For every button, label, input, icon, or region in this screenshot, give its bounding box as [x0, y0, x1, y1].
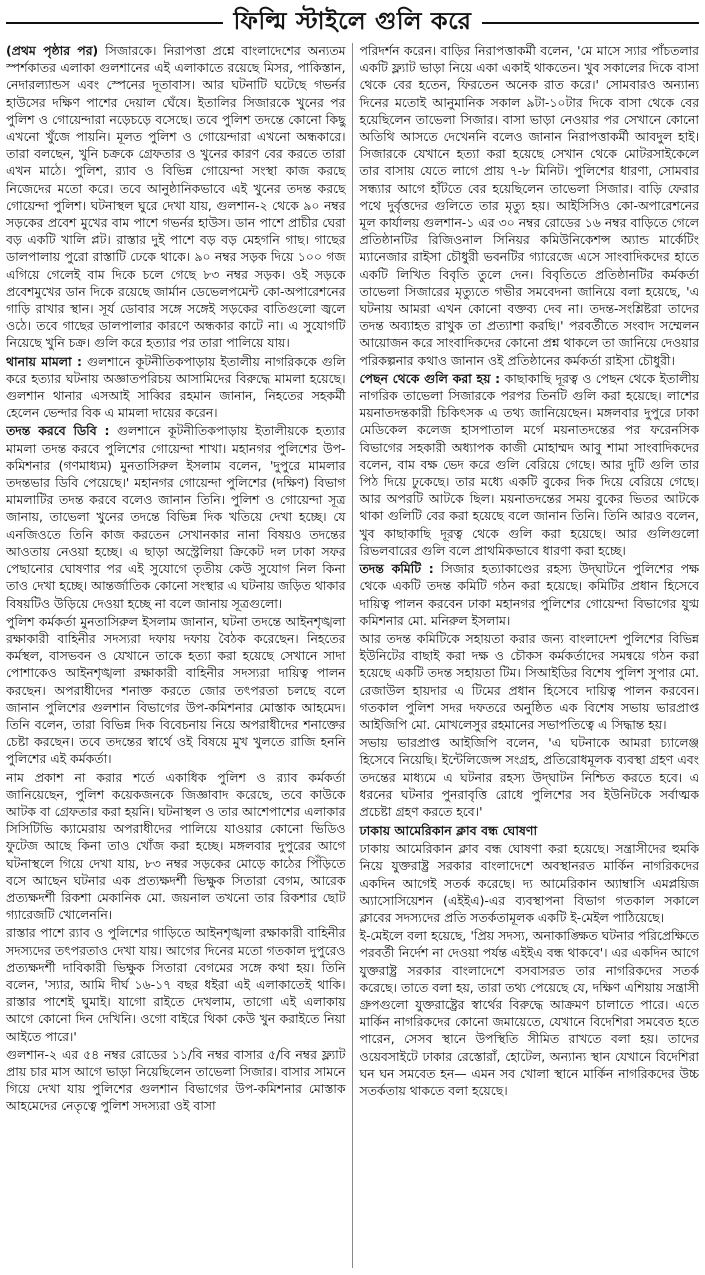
paragraph-text: আর তদন্ত কমিটিকে সহায়তা করার জন্য বাংলাদেশ পুলিশের বিভিন্ন ইউনিটের বাছাই করা দক্ষ ও চৌকস কর্মকর্তাদের সমন্বয়ে গঠন করা হয়েছে একটি তদন্ত সহায়তা টিম। সিআইডির বিশেষ পুলিশ সুপার মো. রেজাউল হায়দার এ টিমের প্রধান হিসেবে দায়িত্ব পালন করবেন। গতকাল পুলিশ সদর দফতরে অনুষ্ঠিত এক বিশেষ সভায় ভারপ্রাপ্ত আইজিপি মো. মোখলেসুর রহমানের সভাপতিত্বে এ সিদ্ধান্ত হয়।	[359, 630, 699, 732]
headline-rule-left	[6, 22, 236, 24]
paragraph-text: পুলিশ কর্মকর্তা মুনতাসিরুল ইসলাম জানান, ঘটনা তদন্তে আইনশৃঙ্খলা রক্ষাকারী বাহিনীর সদস্যরা দফায় দফায় বৈঠক করেছেন। নিহতের কর্মস্থল, বাসভবন ও যেখানে তাকে হত্যা করা হয়েছে সেখানে সাদা পোশাকেও আইনশৃঙ্খলা রক্ষাকারী বাহিনীর সদস্যরা দায়িত্ব পালন করছেন। অপরাধীদের শনাক্ত করতে জোর তৎপরতা চলছে বলে জানান পুলিশের গুলশান বিভাগের উপ-কমিশনার মোস্তাক আহমেদ। তিনি বলেন, তারা বিভিন্ন দিক বিবেচনায় নিয়ে অপরাধীদের শনাক্তের চেষ্টা করছেন। তবে তদন্তের স্বার্থে ওই বিষয়ে মুখ খুলতে রাজি হননি পুলিশের এই কর্মকর্তা।	[6, 613, 346, 767]
article-paragraph	[6, 1046, 346, 1115]
article-paragraph	[6, 613, 346, 768]
paragraph-text: গুলশানে কূটনীতিকপাড়ায় ইতালীয়কে হত্যার মামলা তদন্ত করবে পুলিশের গোয়েন্দা শাখা। মহানগর পুলিশের উপ-কমিশনার (গণমাধ্যম) মুনতাসিরুল ইসলাম বলেন, 'দুপুরে মামলার তদন্তভার ডিবি পেয়েছে।' মহানগর গোয়েন্দা পুলিশের (দক্ষিণ) বিভাগ মামলাটির তদন্ত করবে বলেও জানান তিনি। পুলিশ ও গোয়েন্দা সূত্র জানায়, তাভেলা খুনের তদন্তে বিভিন্ন দিক খতিয়ে দেখা হচ্ছে। যে এনজিওতে তিনি কাজ করতেন সেখানকার নানা বিষয়ও তদন্তের আওতায় নেওয়া হচ্ছে। এ ছাড়া অস্ট্রেলিয়া ক্রিকেট দল ঢাকা সফর পেছানোর ঘোষণার পর এই সুযোগে তৃতীয় কেউ সুযোগ নিল কিনা তাও দেখা হচ্ছে। আন্তর্জাতিক কোনো সংস্থার এ ঘটনায় জড়িত থাকার বিষয়টিও উড়িয়ে দেওয়া হচ্ছে না বলে জানায় সূত্রগুলো।	[6, 423, 346, 611]
paragraph-text: কাছাকাছি দূরত্ব ও পেছন থেকে ইতালীয় নাগরিক তাভেলা সিজারকে পরপর তিনটি গুলি করা হয়েছে। লাশের ময়নাতদন্তকারী চিকিৎসক এ তথ্য জানিয়েছেন। মঙ্গলবার দুপুরে ঢাকা মেডিকেল কলেজ হাসপাতাল মর্গে ময়নাতদন্তের পর ফরেনসিক বিভাগের সহকারী অধ্যাপক কাজী মোহাম্মদ আবু শামা সাংবাদিকদের বলেন, বাম বক্ষ ভেদ করে গুলি বেরিয়ে গেছে। আর দুটি গুলি তার পিঠ দিয়ে ঢুকেছে। তার মধ্যে একটি বুকের দিক দিয়ে বেরিয়ে গেছে। আর অপরটি আটকে ছিল। ময়নাতদন্তের সময় বুকের ভিতর আটকে থাকা গুলিটি বের করা হয়েছে বলে জানান তিনি। তিনি আরও বলেন, খুব কাছাকাছি দূরত্ব থেকে গুলি করা হয়েছে। আর গুলিগুলো রিভলবারের গুলি বলে প্রাথমিকভাবে ধারণা করা হচ্ছে।	[359, 370, 699, 558]
article-paragraph	[360, 370, 700, 559]
paragraph-text: রাস্তার পাশে র‍্যাব ও পুলিশের গাড়িতে আইনশৃঙ্খলা রক্ষাকারী বাহিনীর সদস্যদের তৎপরতাও দেখা যায়। আগের দিনের মতো গতকাল দুপুরেও প্রত্যক্ষদর্শী দাবিকারী ভিক্ষুক সিতারা বেগমের সঙ্গে কথা হয়। তিনি বলেন, 'স্যার, আমি দীর্ঘ ১৬-১৭ বছর ধইরা এই এলাকাতেই থাকি। রাস্তার পাশেই ঘুমাই। যাগো রাইতে দেখলাম, তাগো এই এলাকায় আগে কোনো দিন দেখিনি। ওগো বাইরে থিকা কেউ খুন করাইতে নিয়া আইতে পারে।'	[6, 925, 346, 1044]
paragraph-text: পরিদর্শন করেন। বাড়ির নিরাপত্তাকর্মী বলেন, 'মে মাসে স্যার পাঁচতলার একটি ফ্ল্যাট ভাড়া নিয়ে একা একাই থাকতেন। খুব সকালের দিকে বাসা থেকে বের হতেন, ফিরতেন অনেক রাত করে।' সোমবারও অন্যান্য দিনের মতোই আনুমানিক সকাল ৯টা-১০টার দিকে বাসা থেকে বের হয়েছিলেন তাভেলা সিজার। বাসা ভাড়া নেওয়ার পর সেখানে কোনো অতিথি আসতে দেখেননি বলেও জানান নিরাপত্তাকর্মী আবদুল হাই। সিজারকে যেখানে হত্যা করা হয়েছে সেখান থেকে মোটরসাইকেলে তার বাসায় যেতে লাগে প্রায় ৭-৮ মিনিট। পুলিশের ধারণা, সোমবার সন্ধ্যার আগে হাঁটতে বের হয়েছিলেন তাভেলা সিজার। বাড়ি ফেরার পথে দুর্বৃত্তদের গুলিতে তার মৃত্যু হয়। আইসিসিও কো-অপারেশনের মূল কার্যালয় গুলশান-১ এর ৩০ নম্বর রোডের ১৬ নম্বর বাড়িতে গেলে প্রতিষ্ঠানটির রিজিওনাল সিনিয়র কমিউনিকেশন্স অ্যান্ড মার্কেটিং ম্যানেজার রাইসা চৌধুরী ভবনটির গ্যারেজে এসে সাংবাদিকদের হাতে একটি লিখিত বিবৃতি তুলে দেন। বিবৃতিতে প্রতিষ্ঠানটির কর্মকর্তা তাভেলা সিজারের মৃত্যুতে গভীর সমবেদনা জানিয়ে বলা হয়েছে, 'এ ঘটনায় আমরা এখন কোনো বক্তব্য দেব না। তদন্ত-সংশ্লিষ্টরা তাদের তদন্ত অব্যাহত রাখুক তা প্রত্যাশা করছি।' পরবর্তীতে সংবাদ সম্মেলন আয়োজন করে সাংবাদিকদের কোনো প্রশ্ন থাকলে তা জানিয়ে দেওয়ার পরিকল্পনার কথাও জানান ওই প্রতিষ্ঠানের কর্মকর্তা রাইসা চৌধুরী।	[359, 43, 699, 368]
headline: ফিল্মি স্টাইলে গুলি করে	[223, 3, 481, 43]
paragraph-text: গুলশান-২ এর ৫৪ নম্বর রোডের ১১/বি নম্বর বাসার ৫/বি নম্বর ফ্ল্যাট প্রায় চার মাস আগে ভাড়া নিয়েছিলেন তাভেলা সিজার। বাসার সামনে গিয়ে দেখা যায় পুলিশের গুলশান বিভাগের উপ-কমিশনার মোস্তাক আহমেদের নেতৃত্বে পুলিশ সদস্যরা ওই বাসা	[6, 1046, 346, 1114]
section-subheading: ঢাকায় আমেরিকান ক্লাব বন্ধ ঘোষণা	[359, 823, 538, 839]
paragraph-text: সিজার হত্যাকাণ্ডের রহস্য উদ্‌ঘাটনে পুলিশের পক্ষ থেকে একটি তদন্ত কমিটি গঠন করা হয়েছে। কমিটির প্রধান হিসেবে দায়িত্ব পালন করবেন ঢাকা মহানগর পুলিশের গোয়েন্দা বিভাগের যুগ্ম কমিশনার মো. মনিরুল ইসলাম।	[359, 561, 699, 628]
article-paragraph	[360, 630, 700, 733]
paragraph-text: সিজারকে। নিরাপত্তা প্রশ্নে বাংলাদেশের অন্যতম স্পর্শকাতর এলাকা গুলশানের এই এলাকাতে রয়েছে মিসর, পাকিস্তান, নেদারল্যান্ডস এবং স্পেনের দূতাবাস। আর ঘটনাটি ঘটেছে গভর্নর হাউসের দক্ষিণ পাশের দেয়াল ঘেঁষে। ইতালির সিজারকে খুনের পর পুলিশ ও গোয়েন্দারা নড়েচড়ে বসেছে। তবে পুলিশ তদন্তে কোনো কিছু এখনো খুঁজে পায়নি। মূলত পুলিশ ও গোয়েন্দারা এখনো অন্ধকারে। তারা বলছেন, খুনি চক্রকে গ্রেফতার ও খুনের কারণ বের করতে তারা এখন মাঠে। পুলিশ, র‍্যাব ও বিভিন্ন গোয়েন্দা সংস্থা কাজ করছে নিজেদের মতো করে। তবে আনুষ্ঠানিকভাবে এই খুনের তদন্ত করছে গোয়েন্দা পুলিশ। ঘটনাস্থল ঘুরে দেখা যায়, গুলশান-২ থেকে ৯০ নম্বর সড়কের প্রবেশ মুখের বাম পাশে গভর্নর হাউস। ডান পাশে প্রাচীর ঘেরা বড় একটি খালি প্লট। রাস্তার দুই পাশে বড় বড় মেহগনি গাছ। গাছের ডালপালায় পুরো রাস্তাটি ঢেকে থাকে। ৯০ নম্বর সড়ক দিয়ে ১০০ গজ এগিয়ে গেলেই বাম দিকে চলে গেছে ৮৩ নম্বর সড়ক। ওই সড়কে প্রবেশমুখের ডান দিকে রয়েছে জার্মান ডেভেলপমেন্ট কো-অপারেশনের গাড়ি রাখার স্থান। সূর্য ডোবার সঙ্গে সঙ্গেই সড়কের বাতিগুলো জ্বলে ওঠে। তবে গাছের ডালপালার কারণে অন্ধকার কাটে না। এ সুযোগটি নিয়েছে খুনি চক্র। গুলি করে হত্যার পর তারা পালিয়ে যায়।	[6, 43, 346, 351]
paragraph-text: সভায় ভারপ্রাপ্ত আইজিপি বলেন, 'এ ঘটনাকে আমরা চ্যালেঞ্জ হিসেবে নিয়েছি। ইন্টেলিজেন্স সংগ্রহ, প্রতিরোধমূলক ব্যবস্থা গ্রহণ এবং তদন্তের মাধ্যমে এ ঘটনার রহস্য উদ্‌ঘাটন নিশ্চিত করতে হবে। এ ধরনের ঘটনার পুনরাবৃত্তি রোধে পুলিশের সব ইউনিটকে সর্বাত্মক প্রচেষ্টা গ্রহণ করতে হবে।'	[359, 735, 699, 819]
paragraph-text: ঢাকায় আমেরিকান ক্লাব বন্ধ ঘোষণা করা হয়েছে। সন্ত্রাসীদের হুমকি নিয়ে যুক্তরাষ্ট্র সরকার বাংলাদেশে অবস্থানরত মার্কিন নাগরিকদের একদিন আগেই সতর্ক করেছে। দ্য আমেরিকান অ্যাম্বাসি এমপ্লয়িজ অ্যাসোসিয়েশন (এইইএ)-এর ব্যবস্থাপনা বিভাগ গতকাল সকালে ক্লাবের সদস্যদের প্রতি সতর্কতামূলক একটি ই-মেইল পাঠিয়েছে।	[359, 841, 699, 925]
paragraph-lead: (প্রথম পৃষ্ঠার পর)	[6, 43, 99, 58]
headline-band	[6, 6, 699, 40]
paragraph-lead: তদন্ত কমিটি :	[359, 561, 434, 577]
article-columns	[6, 42, 699, 1268]
paragraph-lead: পেছন থেকে গুলি করা হয় :	[359, 370, 501, 386]
article-paragraph	[6, 42, 346, 352]
right-column	[353, 42, 700, 1268]
article-paragraph	[6, 353, 346, 422]
paragraph-lead: থানায় মামলা :	[6, 353, 82, 369]
article-paragraph	[360, 927, 700, 1099]
paragraph-text: গুলশানে কূটনীতিকপাড়ায় ইতালীয় নাগরিককে গুলি করে হত্যার ঘটনায় অজ্ঞাতপরিচয় আসামিদের বিরুদ্ধে মামলা হয়েছে। গুলশান থানার এসআই সাব্বির রহমান জানান, নিহতের সহকর্মী হেলেন ভেন্দার বিক এ মামলা দায়ের করেন।	[6, 353, 346, 421]
article-paragraph	[6, 924, 346, 1044]
article-paragraph	[360, 840, 700, 926]
paragraph-text: নাম প্রকাশ না করার শর্তে একাধিক পুলিশ ও র‍্যাব কর্মকর্তা জানিয়েছেন, পুলিশ কয়েকজনকে জিজ্ঞাবাদ করেছে, তবে কাউকে আটক বা গ্রেফতার করা হয়নি। ঘটনাস্থল ও তার আশেপাশের এলাকার সিসিটিভি ক্যামেরায় অপরাধীদের পালিয়ে যাওয়ার কোনো ভিডিও ফুটেজ আছে কিনা তাও খোঁজ করা হচ্ছে। মঙ্গলবার দুপুরের আগে ঘটনাস্থলে গিয়ে দেখা যায়, ৮৩ নম্বর সড়কের মোড়ে কাঠের পিঁড়িতে বসে আছেন ঘটনার এক প্রত্যক্ষদর্শী ভিক্ষুক সিতারা বেগম, আরেক প্রত্যক্ষদর্শী রিকশা মেকানিক মো. জয়নাল তখনো তার রিকশার ছোট গ্যারেজটি খোলেননি।	[6, 769, 346, 923]
paragraph-lead: তদন্ত করবে ডিবি :	[6, 423, 110, 439]
article-paragraph	[360, 734, 700, 820]
left-column	[6, 42, 352, 1268]
article-paragraph	[6, 422, 346, 611]
article-paragraph	[360, 42, 700, 369]
article-paragraph	[360, 560, 700, 629]
paragraph-text: ই-মেইলে বলা হয়েছে, 'প্রিয় সদস্য, অনাকাঙ্ক্ষিত ঘটনার পরিপ্রেক্ষিতে পরবর্তী নির্দেশ না দেওয়া পর্যন্ত এইইএ বন্ধ থাকবে'। এর একদিন আগে যুক্তরাষ্ট্র সরকার বাংলাদেশে বসবাসরত তার নাগরিকদের সতর্ক করেছে। তাতে বলা হয়, তারা তথ্য পেয়েছে যে, দক্ষিণ এশিয়ায় সন্ত্রাসী গ্রুপগুলো যুক্তরাষ্ট্রের স্বার্থের বিরুদ্ধে আক্রমণ চালাতে পারে। এতে মার্কিন নাগরিকদের কোনো জমায়েতে, যেখানে বিদেশিরা সমবেত হতে পারেন, সেসব স্থানে উপস্থিতি সীমিত রাখতে বলা হয়। তাদের ওয়েবসাইটে ঢাকার রেস্তোরাঁ, হোটেল, অন্যান্য স্থান যেখানে বিদেশিরা ঘন ঘন সমবেত হন— এমন সব খোলা স্থানে মার্কিন নাগরিকদের উচ্চ সতর্কতায় থাকতে বলা হয়েছে।	[359, 928, 699, 1098]
headline-rule-right	[469, 22, 699, 24]
article-paragraph	[6, 769, 346, 924]
